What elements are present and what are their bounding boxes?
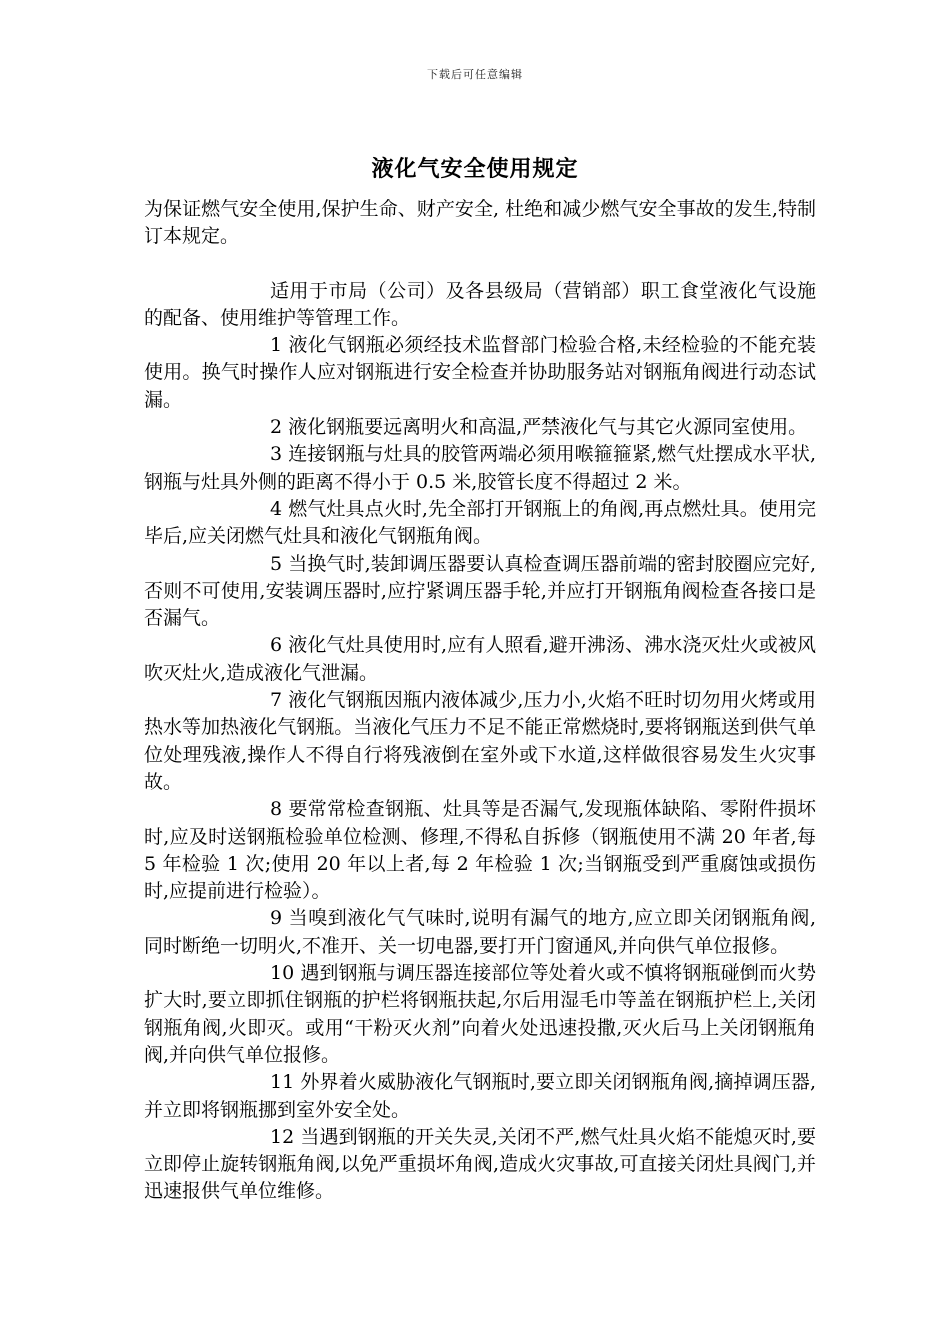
document-title: 液化气安全使用规定 [371, 156, 579, 182]
rule-item-1: 1 液化气钢瓶必须经技术监督部门检验合格,未经检验的不能充装使用。换气时操作人应对钢瓶进行安全检查并协助服务站对钢瓶角阀进行动态试漏。 [144, 334, 816, 411]
scope-paragraph: 适用于市局（公司）及各县级局（营销部）职工食堂液化气设施的配备、使用维护等管理工作。 [144, 279, 816, 329]
rule-item-9: 9 当嗅到液化气气味时,说明有漏气的地方,应立即关闭钢瓶角阀,同时断绝一切明火,不准开、关一切电器,要打开门窗通风,并向供气单位报修。 [144, 907, 816, 957]
document-body [144, 196, 816, 1206]
rule-item-5: 5 当换气时,装卸调压器要认真检查调压器前端的密封胶圈应完好,否则不可使用,安装调压器时,应拧紧调压器手轮,并应打开钢瓶角阀检查各接口是否漏气。 [144, 552, 816, 630]
rule-item-3: 3 连接钢瓶与灶具的胶管两端必须用喉箍箍紧,燃气灶摆成水平状,钢瓶与灶具外侧的距离不得小于 0.5 米,胶管长度不得超过 2 米。 [144, 443, 816, 493]
rule-item-8: 8 要常常检查钢瓶、灶具等是否漏气,发现瓶体缺陷、零附件损坏时,应及时送钢瓶检验单位检测、修理,不得私自拆修（钢瓶使用不满 20 年者,每 5 年检验 1 次;使用 20 年以上者,每 2 年检验 1 次;当钢瓶受到严重腐蚀或损伤时,应提前进行检验）。 [144, 798, 816, 903]
page-header-note: 下载后可任意编辑 [427, 68, 523, 81]
rule-item-12: 12 当遇到钢瓶的开关失灵,关闭不严,燃气灶具火焰不能熄灭时,要立即停止旋转钢瓶角阀,以免严重损坏角阀,造成火灾事故,可直接关闭灶具阀门,并迅速报供气单位维修。 [144, 1125, 816, 1203]
rule-item-10: 10 遇到钢瓶与调压器连接部位等处着火或不慎将钢瓶碰倒而火势扩大时,要立即抓住钢瓶的护栏将钢瓶扶起,尔后用湿毛巾等盖在钢瓶护栏上,关闭钢瓶角阀,火即灭。或用“干粉灭火剂”向着火处迅速投撒,灭火后马上关闭钢瓶角阀,并向供气单位报修。 [144, 962, 816, 1066]
rule-item-11: 11 外界着火威胁液化气钢瓶时,要立即关闭钢瓶角阀,摘掉调压器,并立即将钢瓶挪到室外安全处。 [144, 1071, 816, 1121]
rule-item-4: 4 燃气灶具点火时,先全部打开钢瓶上的角阀,再点燃灶具。使用完毕后,应关闭燃气灶具和液化气钢瓶角阀。 [144, 497, 816, 548]
rule-item-6: 6 液化气灶具使用时,应有人照看,避开沸汤、沸水浇灭灶火或被风吹灭灶火,造成液化气泄漏。 [144, 634, 816, 684]
rule-item-2: 2 液化钢瓶要远离明火和高温,严禁液化气与其它火源同室使用。 [270, 416, 808, 439]
intro-paragraph: 为保证燃气安全使用,保护生命、财产安全, 杜绝和减少燃气安全事故的发生,特制订本规定。 [144, 198, 816, 248]
rule-item-7: 7 液化气钢瓶因瓶内液体减少,压力小,火焰不旺时切勿用火烤或用热水等加热液化气钢瓶。当液化气压力不足不能正常燃烧时,要将钢瓶送到供气单位处理残液,操作人不得自行将残液倒在室外或下水道,这样做很容易发生火灾事故。 [144, 689, 816, 793]
